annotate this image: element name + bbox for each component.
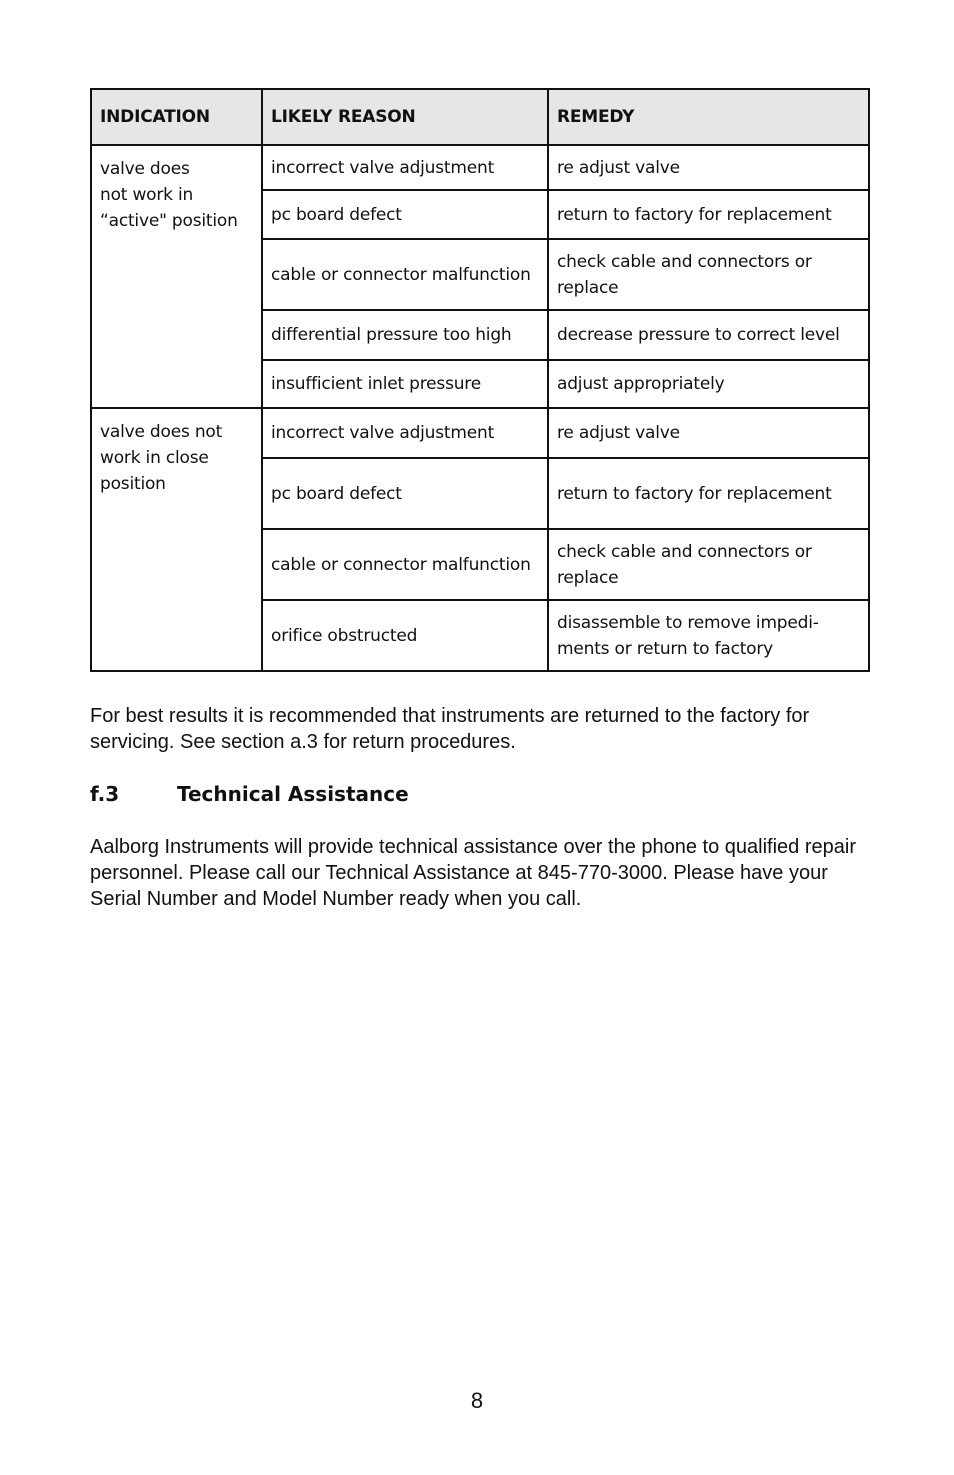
header-remedy: REMEDY — [548, 89, 869, 145]
table-row — [91, 145, 869, 190]
remedy-cell: return to factory for replacement — [548, 458, 869, 529]
reason-cell: differential pressure too high — [262, 310, 548, 360]
header-indication: INDICATION — [91, 89, 262, 145]
remedy-cell — [548, 600, 869, 671]
table-row — [91, 408, 869, 458]
reason-cell: cable or connector malfunction — [262, 529, 548, 600]
indication-cell — [91, 145, 262, 408]
reason-cell: incorrect valve adjustment — [262, 145, 548, 190]
table-header-row — [91, 89, 869, 145]
remedy-text: disassemble to remove impedi- ments or return to factory — [557, 612, 819, 659]
remedy-cell: return to factory for replacement — [548, 190, 869, 239]
indication-cell — [91, 408, 262, 671]
page-number: 8 — [470, 1388, 484, 1413]
reason-cell: insufficient inlet pressure — [262, 360, 548, 408]
reason-cell: pc board defect — [262, 458, 548, 529]
remedy-cell: adjust appropriately — [548, 360, 869, 408]
reason-cell: cable or connector malfunction — [262, 239, 548, 310]
remedy-cell: re adjust valve — [548, 145, 869, 190]
indication-text: valve does not work in close position — [100, 422, 223, 494]
section-heading — [90, 781, 409, 807]
remedy-cell: check cable and connectors or replace — [548, 529, 869, 600]
header-likely-reason: LIKELY REASON — [262, 89, 548, 145]
reason-cell: orifice obstructed — [262, 600, 548, 671]
section-number: f.3 — [90, 782, 120, 806]
servicing-note: For best results it is recommended that instruments are returned to the factory for servicing. See section a.3 for return procedures. — [90, 705, 810, 753]
troubleshooting-table — [90, 88, 870, 672]
remedy-cell: decrease pressure to correct level — [548, 310, 869, 360]
remedy-cell: re adjust valve — [548, 408, 869, 458]
reason-cell: incorrect valve adjustment — [262, 408, 548, 458]
section-title: Technical Assistance — [177, 782, 409, 806]
assistance-paragraph: Aalborg Instruments will provide technical assistance over the phone to qualified repair personnel. Please call our Technical Assistance at 845-770-3000. Please have your Serial Number and Model Number ready when you call. — [90, 836, 856, 910]
remedy-cell: check cable and connectors or replace — [548, 239, 869, 310]
reason-cell: pc board defect — [262, 190, 548, 239]
indication-text: valve does not work in “active" position — [100, 159, 238, 231]
